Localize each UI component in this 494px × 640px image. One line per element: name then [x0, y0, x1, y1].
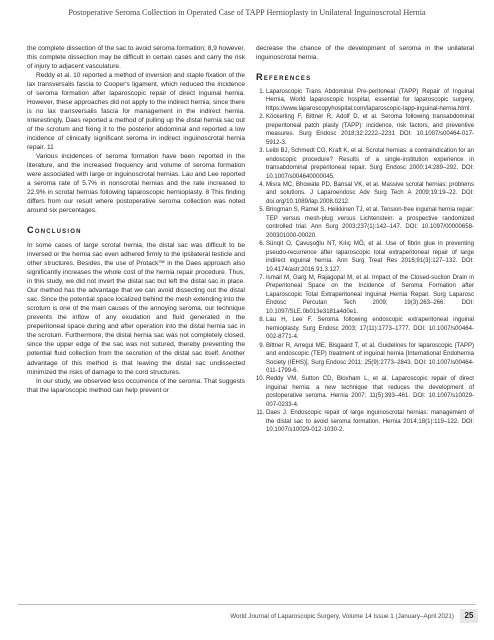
journal-citation: World Journal of Laparoscopic Surgery, Volume 14 Issue 1 (January–April 2021)	[230, 613, 454, 620]
reference-item: 9. Bittner R, Arregui ME, Bisgaard T, et al. Guidelines for laparoscopic (TAPP) and endoscopic (TEP) treatment of inguinal hernia [International Endohernia Society (IEHS)]. Surg Endosc 2011; 25(9):2773–2843. DOI: 10.1007/s00464-011-1799-6.	[266, 342, 474, 376]
footer-divider	[18, 604, 476, 605]
reference-item: 8. Lau H, Lee F. Seroma following endoscopic extraperitoneal inguinal hernioplasty. Surg Endosc 2003; 17(11):1773–1777. DOI: 10.1007/s00464-002-8771-4.	[266, 316, 474, 341]
conclusion-heading: Conclusion	[27, 225, 82, 236]
left-column	[27, 44, 245, 395]
body-paragraph: Various incidences of seroma formation have been reported in the literature, and the increased frequency and volume of seroma formation were associated with large or inguinoscrotal hernias. Lau and Lee reported a seroma rate of 5.7% in nonscrotal hernias and the rate increased to 22.9% in scrotal hernias following laparoscopic hernioplasty. 8 This finding differs from our result where postoperative seroma collection was noted around six percentages.	[27, 153, 245, 215]
reference-item: 6. Sünqit O, Çavuşoğlu NT, Kılıç MÖ, et al. Use of fibrin glue in preventing pseudo-recurrence after laparoscopic total extraperitoneal repair of large indirect inguinal hernia. Ann Surg Treat Res 2016;91(3):127–132. DOI: 10.4174/astr.2016.91.3.127.	[266, 240, 474, 274]
reference-item: 5. Bringman S, Ramel S, Heikkinen TJ, et al. Tension-free inguinal hernia repair: TEP versus mesh-plug versus Lichtenstein: a prospective randomized controlled trial. Ann Surg 2003;237(1):142–147. DOI: 10.1097/00000658-200301000-00020.	[266, 206, 474, 240]
reference-item: 7. Ismail M, Garg M, Rajagopal M, et al. Impact of the Closed-suction Drain in Preperitoneal Space on the Incidence of Seroma Formation after Laparoscopic Total Extraperitoneal Inguinal Hernia Repair. Surg Laparosc Endosc Percutan Tech 2009; 19(3):263–266. DOI: 10.1097/SLE.0b013e3181a4d0e1.	[266, 274, 474, 316]
reference-item: 3. Leibl BJ, Schmedt CG, Kraft K, et al. Scrotal hernias: a contraindication for an endoscopic procedure? Results of a single-institution experience in transabdominal preperitoneal repair. Surg Endosc 2000;14:289–292. DOI: 10.1007/s004640000045.	[266, 147, 474, 181]
body-paragraph: the complete dissection of the sac to avoid seroma formation; 8,9 however, this complete dissection may be difficult in certain cases and carry the risk of injury to adjacent vasculature.	[27, 45, 245, 71]
body-paragraph: decrease the chance of the development of seroma in the unilateral inguinoscrotal hernia.	[256, 45, 474, 62]
reference-item: 1. Laparoscopic Trans Abdominal Pre-peritoneal (TAPP) Repair of Inguinal Hernia, World laparoscopic hospital, essential for laparoscopic surgery, https://www.laparoscopyhospital.com/laparoscopic-tapp-inguinal-hernia.html.	[266, 88, 474, 113]
reference-list	[256, 88, 474, 435]
right-column	[256, 44, 474, 435]
body-paragraph: In our study, we observed less occurrence of the seroma. That suggests that the laparoscopic method can help prevent or	[27, 377, 245, 394]
running-head: Postoperative Seroma Collection in Operated Case of TAPP Hernioplasty in Unilateral Inguinoscrotal Hernia	[68, 8, 426, 17]
reference-item: 4. Misra MC, Bhowate PD, Bansal VK, et al. Massive scrotal hernias: problems and solutions. J Laparoendosc Adv Surg Tech A 2009;19:19–22. DOI: doi.org/10.1089/lap.2008.0212.	[266, 181, 474, 206]
body-paragraph: In some cases of large scrotal hernia, the distal sac was difficult to be inversed or the hernia sac even adhered firmly to the ipsilateral testicle and other structures. Besides, the use of Protack™ in the Daes approach also significantly increases the whole cost of the hernia repair procedure. Thus, in this study, we did not invert the distal sac but left the distal sac in place. Our method has the advantage that we can avoid dissecting out the distal sac. Since the potential space localized behind the mesh extending into the scrotum is one of the main causes of the annoying seroma, our technique prevents the inflow of any exudation and fluid generated in the preperitoneal space during and after operation into the distal hernia sac in the scrotum. Furthermore, the distal hernia sac was not completely closed, since the upper edge of the sac was not sutured, thereby preventing the potential fluid collection from the secretion of the distal sac itself. Another advantage of this method is that leaving the distal sac undissected minimized the risks of damage to the cord structures.	[27, 242, 246, 376]
reference-item: 2. Köckerling F, Bittner R, Adolf D, et al. Seroma following transabdominal preperitoneal patch plasty (TAPP): incidence, risk factors, and preventive measures. Surg Endosc 2018;32:2222–2231 DOI: 10.1007/s00464-017-5912-3.	[266, 113, 474, 147]
reference-item: 11. Daes J. Endoscopic repair of large inguinoscrotal hernias: management of the distal sac to avoid seroma formation. Hernia 2014;18(1):119–122. DOI: 10.1007/s10029-012-1030-2.	[266, 409, 474, 434]
reference-item: 10. Reddy VM, Sutton CD, Bloxham L, et al. Laparoscopic repair of direct inguinal hernia: a new technique that reduces the development of postoperative seroma. Hernia 2007; 11(5):393–461. DOI: 10.1007/s10029-007-0233-4.	[266, 375, 474, 409]
page-footer	[0, 604, 494, 626]
body-paragraph: Reddy et al. 10 reported a method of inversion and staple fixation of the lax transversalis fascia to Cooper's ligament, which reduced the incidence of seroma formation after laparoscopic repair of direct inguinal hernia. However, these approaches did not apply to the indirect hernia, since there is no lax transversalis fascia for management in the indirect hernia. Interestingly, Daes reported a method of pulling up the distal hernia sac out of the scrotum and fixing it to the posterior abdominal and reported a low incidence of clinically significant seroma in indirect inguinoscrotal hernia repair. 11	[27, 72, 245, 152]
page-number: 25	[460, 609, 478, 623]
references-heading: References	[256, 72, 312, 83]
